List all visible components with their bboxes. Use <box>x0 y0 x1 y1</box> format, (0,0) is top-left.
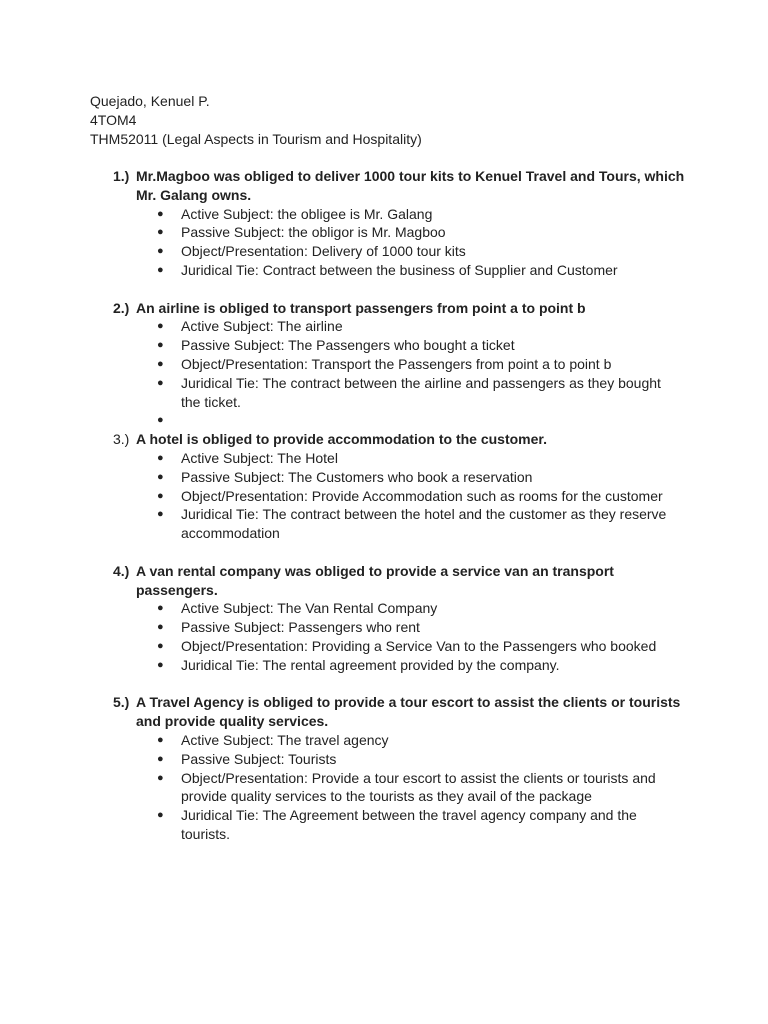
obligation-item-2 <box>90 299 690 431</box>
detail-juridical-tie: ● Juridical Tie: The contract between the hotel and the customer as they reserve accommodation <box>157 506 667 542</box>
detail-juridical-tie: ● Juridical Tie: The rental agreement provided by the company. <box>157 656 560 673</box>
obligation-item-4 <box>90 562 690 675</box>
bullet-dot-icon: ● <box>157 245 164 258</box>
bullet-dot-icon: ● <box>157 658 164 671</box>
item-details <box>90 317 690 430</box>
bullet-dot-icon: ● <box>157 320 164 333</box>
detail-passive-subject: ● Passive Subject: Tourists <box>157 750 337 767</box>
bullet-dot-icon: ● <box>157 357 164 370</box>
item-details <box>90 599 690 674</box>
bullet-dot-icon: ● <box>157 226 164 239</box>
detail-object: ● Object/Presentation: Provide a tour escort to assist the clients or tourists and provide quality services to the tourists as they avail of the package <box>157 769 656 805</box>
item-number: 3.) <box>113 431 130 448</box>
item-title: Mr.Magboo was obliged to deliver 1000 tour kits to Kenuel Travel and Tours, which Mr. Galang owns. <box>136 168 685 203</box>
item-title: A hotel is obliged to provide accommodation to the customer. <box>136 431 547 448</box>
course-title: THM52011 (Legal Aspects in Tourism and Hospitality) <box>90 130 422 147</box>
bullet-dot-icon: ● <box>157 376 164 389</box>
bullet-dot-icon: ● <box>157 602 164 615</box>
obligation-list <box>90 167 690 862</box>
detail-passive-subject: ● Passive Subject: Passengers who rent <box>157 619 420 636</box>
student-section: 4TOM4 <box>90 111 137 128</box>
item-title: An airline is obliged to transport passengers from point a to point b <box>136 299 586 316</box>
detail-passive-subject: ● Passive Subject: the obligor is Mr. Magboo <box>157 224 446 241</box>
detail-object: ● Object/Presentation: Provide Accommodation such as rooms for the customer <box>157 487 663 504</box>
item-title: A van rental company was obliged to provide a service van an transport passengers. <box>136 562 614 598</box>
bullet-dot-icon: ● <box>157 733 164 746</box>
item-details <box>90 731 690 844</box>
bullet-dot-icon: ● <box>157 809 164 822</box>
detail-active-subject: ● Active Subject: The travel agency <box>157 731 389 748</box>
detail-active-subject: ● Active Subject: The airline <box>157 318 343 335</box>
item-number: 2.) <box>113 299 130 316</box>
bullet-dot-icon: ● <box>157 752 164 765</box>
item-number: 5.) <box>113 694 130 711</box>
bullet-dot-icon: ● <box>157 414 164 427</box>
item-details <box>90 205 690 280</box>
detail-empty <box>157 411 681 430</box>
item-number: 1.) <box>113 168 130 184</box>
bullet-dot-icon: ● <box>157 451 164 464</box>
bullet-dot-icon: ● <box>157 207 164 220</box>
item-details <box>90 449 690 543</box>
obligation-item-5 <box>90 693 690 843</box>
detail-object: ● Object/Presentation: Transport the Passengers from point a to point b <box>157 355 612 372</box>
item-number: 4.) <box>113 562 130 579</box>
obligation-item-1 <box>90 167 690 280</box>
detail-active-subject: ● Active Subject: The Hotel <box>157 449 338 466</box>
detail-juridical-tie: ● Juridical Tie: Contract between the business of Supplier and Customer <box>157 261 618 278</box>
obligation-item-3 <box>90 430 690 543</box>
detail-juridical-tie: ● Juridical Tie: The contract between the airline and passengers as they bought the ticket. <box>157 374 661 410</box>
detail-active-subject: ● Active Subject: the obligee is Mr. Galang <box>157 205 433 222</box>
document-header <box>90 92 690 148</box>
bullet-dot-icon: ● <box>157 470 164 483</box>
bullet-dot-icon: ● <box>157 639 164 652</box>
detail-passive-subject: ● Passive Subject: The Passengers who bought a ticket <box>157 337 515 354</box>
bullet-dot-icon: ● <box>157 263 164 276</box>
detail-active-subject: ● Active Subject: The Van Rental Company <box>157 600 438 617</box>
detail-object: ● Object/Presentation: Providing a Service Van to the Passengers who booked <box>157 637 657 654</box>
detail-passive-subject: ● Passive Subject: The Customers who book a reservation <box>157 468 533 485</box>
bullet-dot-icon: ● <box>157 508 164 521</box>
detail-juridical-tie: ● Juridical Tie: The Agreement between the travel agency company and the tourists. <box>157 807 637 842</box>
bullet-dot-icon: ● <box>157 489 164 502</box>
student-name: Quejado, Kenuel P. <box>90 93 210 109</box>
bullet-dot-icon: ● <box>157 771 164 784</box>
bullet-dot-icon: ● <box>157 339 164 352</box>
detail-object: ● Object/Presentation: Delivery of 1000 tour kits <box>157 243 466 260</box>
bullet-dot-icon: ● <box>157 621 164 634</box>
item-title: A Travel Agency is obliged to provide a tour escort to assist the clients or tourists and provide quality services. <box>136 694 681 730</box>
